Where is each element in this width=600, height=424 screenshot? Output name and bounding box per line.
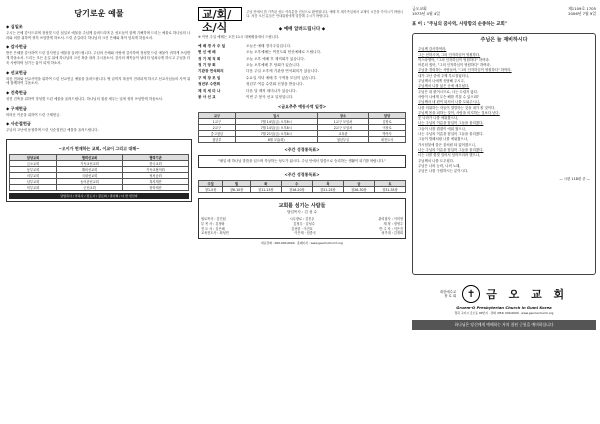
offering-section-text: 복음 전파와 선교사역을 위하여 드린 선교헌금 예물을 올려드립니다. 땅 끝까지 복음이 전파되게 하시고 선교사님들의 사역 위에 함께하여 주옵소서. bbox=[6, 76, 191, 86]
staff-entry: 전 도 사 : 김은혜 bbox=[201, 226, 225, 231]
offering-section-text: 받은 은혜를 감사하여 드린 감사헌금 예물을 올려드립니다. 주님의 은혜와 사랑에 감사하며 정성껏 드린 예물이 귀하게 쓰임받게 하옵소서. 드리는 모든 손길 위에 하나님의 크신 복을 내려 주시옵소서. 감사의 제목들이 날마다 넘쳐나게 하시고 주님을 더욱 사랑하며 섬기는 삶이 되게 하소서. bbox=[6, 51, 191, 65]
scripture-line: 주님은 나의 능력, 나의 노래, bbox=[418, 163, 461, 168]
table-cell: 최전도사 bbox=[369, 137, 406, 143]
issue-number: 제1109호 1705 bbox=[568, 6, 596, 11]
scripture-line: 가시덤불에 붙은 불처럼 타 없어졌으니, bbox=[418, 142, 476, 147]
offering-section-title: ◆ 십일조 bbox=[6, 24, 23, 29]
news-item-text: 청년부 여름 수련회 신청을 받습니다. bbox=[246, 82, 304, 87]
news-item-label: 헌 신 예 배 bbox=[198, 50, 216, 55]
news-subtitle: 주님 안에서 한 가족된 성도 여러분을 진심으로 환영합니다. 예배 후 새가족실에서 교제의 시간을 가지시기 바랍니다. 처음 오신 분들은 안내위원에게 말씀해 주시기 바랍니다. bbox=[246, 10, 404, 18]
schedule-table bbox=[198, 112, 406, 143]
table-header: 주일 bbox=[199, 180, 223, 186]
bottom-banner: 하나님은 당신에게 예배하는 자의 참된 근원을 예비하십니다 bbox=[412, 320, 596, 330]
table-cell: 7월 21일(금) 오후8시 bbox=[235, 131, 317, 137]
news-item-label: 예 배 경 사 주 일 bbox=[198, 43, 226, 48]
scripture-line: 주님께서 내 편이 되셔서 나를 도와주시니, bbox=[418, 100, 481, 105]
offering-section-title: ◆ 선교헌금 bbox=[6, 69, 27, 75]
table-cell: 7월 14일(금) 오후8시 bbox=[235, 125, 317, 131]
scripture-title: 주님은 늘 재비하시다 bbox=[480, 37, 528, 43]
offering-section-title: ◆ 건축헌금 bbox=[6, 89, 27, 95]
staff-entry: 교육전도사 : 최성민 bbox=[201, 231, 229, 236]
offering-column bbox=[6, 6, 192, 202]
news-item-label: 봉 사 선 교 bbox=[198, 94, 216, 99]
table-cell: 창1-5장 bbox=[199, 186, 223, 192]
table-cell: 남부교회 bbox=[10, 179, 57, 185]
table-cell: 기독교선교회 bbox=[57, 161, 123, 167]
table-cell: 북부교회 bbox=[10, 185, 57, 191]
table-header: 화 bbox=[250, 180, 281, 186]
news-item-text: 오늘 오후 예배 후 제직회가 있습니다. bbox=[246, 56, 305, 61]
offering-section-text: 성전 건축을 위하여 정성껏 드린 예물을 올려드립니다. 하나님의 집을 세우는 일에 귀히 쓰임받게 하옵소서. bbox=[6, 96, 164, 101]
offering-section-text: 주님의 고난에 동참하며 드린 사순절헌금 예물을 올려드립니다. bbox=[6, 128, 99, 133]
table-cell: 창11-15장 bbox=[250, 186, 281, 192]
news-item-label: 정 기 제 직 회 bbox=[198, 56, 221, 61]
scripture-line: 주님께서 나를 도우셨다. bbox=[418, 158, 454, 163]
scripture-line: 나를 미워하는 자들이 멸망하는 것을 내가 볼 것이다. bbox=[418, 105, 496, 110]
table-cell: 창16-20장 bbox=[281, 186, 312, 192]
news-list bbox=[198, 43, 406, 101]
news-item-label: 정 기 당 회 bbox=[198, 62, 216, 67]
table-row bbox=[199, 137, 406, 143]
table-cell: 교육관 bbox=[317, 131, 368, 137]
table-cell: 창26-30장 bbox=[343, 186, 374, 192]
staff-entry: 부 목 사 : 김정락 bbox=[201, 221, 225, 226]
table-cell: 농어촌선교회 bbox=[57, 179, 123, 185]
news-item-text: 다음 주일 오후에 기관장 연석회의가 있습니다. bbox=[246, 69, 319, 74]
scripture-line: 나는 주님의 이름을 힘입어 그들을 물리쳤다. bbox=[418, 132, 484, 137]
offering-section-text: 주시는 은혜 감사드리며 정성껏 드린 십일조 예물을 주님께 올려드리며 온 성도들이 함께 기뻐하며 드리는 예물로 하나님의 나라와 의를 위하여 귀히 쓰임받게 하소서. 드린 손길마다 하나님의 크신 은혜와 복이 넘치게 하옵소서. bbox=[6, 31, 191, 40]
staff-entry: 시무장로 : 김진우 bbox=[289, 216, 315, 221]
staff-title: 교회를 섬기는 사람들 bbox=[278, 202, 326, 209]
news-item-text: 다음 달 제직 세미나가 있습니다. bbox=[246, 88, 297, 93]
table-cell: 7월 14일(금) 오후8시 bbox=[235, 119, 317, 125]
offering-section-text: 어려운 이웃을 위하여 드린 구제헌금. bbox=[6, 112, 61, 117]
reading-table bbox=[198, 180, 406, 193]
offering-section-title: ◆ 구제헌금 bbox=[6, 105, 27, 111]
reading-title: <주간 성경통독표> bbox=[284, 171, 320, 177]
table-cell: 2교구 bbox=[199, 125, 236, 131]
table-cell: 장학재단 bbox=[123, 185, 189, 191]
scripture-line: 아론의 집아, "그의 인자하심이 영원하다" 하여라. bbox=[418, 63, 491, 68]
table-cell: 서부교회 bbox=[10, 173, 57, 179]
news-item-label: 제 직 세 미 나 bbox=[198, 88, 221, 93]
staff-entry: 재 정 : 정영주 bbox=[383, 221, 403, 226]
table-header: 담당 bbox=[369, 113, 406, 119]
table-header: 일시 bbox=[235, 113, 317, 119]
cooperation-table bbox=[9, 154, 189, 191]
church-name: 금 오 교 회 bbox=[486, 288, 569, 301]
table-cell: 기독교협의회 bbox=[123, 167, 189, 173]
news-item-label: 기관장 연석회의 bbox=[198, 69, 224, 74]
news-item-text: 오늘 오후예배는 여전도회 헌신예배로 드립니다. bbox=[246, 50, 322, 55]
scripture-line: 주님은 내 편이시므로, 나는 두렵지 않다. bbox=[418, 89, 478, 94]
staff-entry: 김정우 · 김성수 bbox=[293, 221, 315, 226]
table-header: 장소 bbox=[317, 113, 368, 119]
table-header: 목 bbox=[312, 180, 343, 186]
scripture-line: 나는 주님의 이름을 힘입어 그들을 물리쳤다. bbox=[418, 121, 484, 126]
table-cell: 김장로 bbox=[369, 119, 406, 125]
table-cell: 이장로 bbox=[369, 125, 406, 131]
table-row bbox=[199, 186, 406, 192]
church-address: 경북 구미시 금오동 00번지 · 전화 (054) 000-0000 · www.geumochurch.org bbox=[454, 311, 554, 315]
news-item bbox=[198, 94, 406, 100]
staff-box bbox=[198, 198, 406, 239]
table-cell: 창6-10장 bbox=[223, 186, 251, 192]
table-header: 수 bbox=[281, 180, 312, 186]
offering-title: 당기로운 예물 bbox=[74, 9, 124, 18]
table-header: 협력기관 bbox=[123, 155, 189, 161]
staff-grid bbox=[201, 217, 403, 236]
scripture-line: 이스라엘아, "그의 인자하심이 영원하다" 하여라. bbox=[418, 57, 490, 62]
scripture-line: 그들이 벌떼처럼 나를 에워쌌으나, bbox=[418, 137, 469, 142]
news-title: 교/회/소/식 bbox=[198, 7, 242, 21]
scripture-line: 주님께 몸을 피하는 것이, 사람을 의지하는 것보다 낫다. bbox=[418, 110, 500, 115]
table-cell: 창21-25장 bbox=[312, 186, 343, 192]
issue-date: 2006년 7월 9일 bbox=[568, 11, 596, 16]
offering-section-title: ◆ 감사헌금 bbox=[6, 44, 27, 50]
church-label: 금오교회 bbox=[412, 6, 427, 11]
table-cell: 한국교회 bbox=[123, 161, 189, 167]
table-cell: 1교구 bbox=[199, 119, 236, 125]
news-item-text: 수요일 저녁 예배 후 구역장 모임이 있습니다. bbox=[246, 75, 317, 80]
news-item-text: 오늘 오후예배 후 당회가 있습니다. bbox=[246, 62, 301, 67]
staff-senior: 담임목사 : 김 성 수 bbox=[286, 209, 318, 214]
cooperation-title: ~오이가 헌재하는 교회, 이교이 그리고 대해~ bbox=[58, 146, 140, 152]
table-cell: 창31-35장 bbox=[374, 186, 405, 192]
staff-row bbox=[201, 231, 403, 236]
table-cell: 박목사 bbox=[369, 131, 406, 137]
cover-header bbox=[412, 6, 596, 16]
table-cell: 1교구 모임처 bbox=[317, 119, 368, 125]
scripture-line: 너는 나를 힘껏 밀어서 넘어뜨리려 했으나, bbox=[418, 153, 481, 158]
news-item-text: 오늘은 예배 경사주일입니다. bbox=[246, 43, 292, 48]
scripture-line: 나는 주님의 이름을 힘입어 그들을 물리쳤다. bbox=[418, 147, 484, 152]
worship-notice-line: ※ 이번 주일 예배는 오전 11시 대예배실에서 드립니다. bbox=[198, 35, 280, 39]
church-signature bbox=[412, 285, 596, 303]
scripture-line: 내가 고난 중에 주께 부르짖었더니, bbox=[418, 73, 470, 78]
notice-title: <주간 성경통독표> bbox=[284, 147, 320, 153]
table-cell: 해외선교회 bbox=[57, 167, 123, 173]
table-cell: 2교구 모임처 bbox=[317, 125, 368, 131]
scripture-line: 그는 선하시며, 그의 인자하심이 영원하다. bbox=[418, 52, 481, 57]
table-cell: 국내선교회 bbox=[57, 173, 123, 179]
table-header: 협력선교회 bbox=[57, 155, 123, 161]
cover-column bbox=[412, 6, 596, 330]
offering-section-title: ◆ 사순절헌금 bbox=[6, 121, 31, 127]
worship-notice-title: ◆ 예배 알려드립니다 ◆ bbox=[278, 27, 326, 32]
table-cell: 청년부 bbox=[199, 137, 236, 143]
contact-line: 대표전화 : 000-000-0000 · 홈페이지 : www.geumochurch.org bbox=[261, 241, 343, 246]
table-cell: 8월 1일(화) bbox=[235, 137, 317, 143]
notice-box: "매일 매 하나님 말씀을 읽으며 묵상하는 성도가 됩시다. 주님 안에서 말씀으로 승리하는 생활이 되기를 바랍니다." bbox=[198, 155, 406, 168]
founded-date: 1973년 4월 4일 bbox=[412, 11, 440, 16]
denomination bbox=[440, 290, 456, 298]
table-header: 토 bbox=[374, 180, 405, 186]
table-header: 담당교회 bbox=[10, 155, 57, 161]
staff-entry: 원로목사 : 김인섭 bbox=[201, 216, 226, 221]
table-cell: 동부교회 bbox=[10, 167, 57, 173]
scripture-line: 뭇 나라가 나를 에워쌌으나, bbox=[418, 116, 459, 121]
scripture-source: — 시편 118편 중 — bbox=[559, 177, 590, 182]
staff-entry: 반 주 자 : 이은진 bbox=[379, 226, 403, 231]
scripture-line: 주님께서 나를 넓은 곳에 세우셨다. bbox=[418, 84, 470, 89]
table-header: 월 bbox=[223, 180, 251, 186]
schedule-title: <금요추추 예동사역 일정> bbox=[277, 104, 327, 110]
offering-sections bbox=[6, 24, 192, 133]
scripture-line: 주님은 나를 구원하시는 분이시다. bbox=[418, 169, 469, 174]
cooperation-footer: 담임목사 / 부목사 / 전도사 / 장로회 / 권사회 / 다 한 헌신자 bbox=[9, 193, 189, 199]
table-row bbox=[10, 185, 189, 191]
table-header: 교구 bbox=[199, 113, 236, 119]
scripture-line: 주님께 감사하여라. bbox=[418, 47, 447, 52]
table-cell: 복지재단 bbox=[123, 179, 189, 185]
scripture-line: 주님을 경외하는 사람들아, "그의 인자하심이 영원하다" 하여라. bbox=[418, 68, 512, 73]
table-cell: 성서공회 bbox=[123, 173, 189, 179]
denomination-line-2: 장 로 회 bbox=[444, 294, 457, 298]
church-seal-icon: ✝ bbox=[462, 285, 480, 303]
scripture-line: 그들이 나를 겹겹이 에워 쌌으나, bbox=[418, 126, 466, 131]
news-column bbox=[198, 6, 406, 245]
scripture-line: 주님께서 나에게 응답해 주시고, bbox=[418, 79, 465, 84]
news-item-label: 청년부 수련회 bbox=[198, 82, 221, 87]
staff-entry: 관리집사 : 이미영 bbox=[378, 216, 403, 221]
staff-entry: 이은재 · 임종국 bbox=[294, 231, 316, 236]
table-cell: 금오교회 bbox=[10, 161, 57, 167]
staff-entry: 성가대 : 김정희 bbox=[381, 231, 403, 236]
scripture-lines bbox=[418, 47, 590, 174]
table-cell: 중고청년 bbox=[199, 131, 236, 137]
table-header: 금 bbox=[343, 180, 374, 186]
news-item-text: 이번 주 봉사 선교 일정입니다. bbox=[246, 94, 294, 99]
scripture-line: 사람이 나에게 무슨 해를 끼칠 수 있으랴? bbox=[418, 94, 479, 99]
scripture-box bbox=[412, 33, 596, 275]
cooperation-box bbox=[6, 139, 192, 202]
news-item-label: 구 역 장 모 임 bbox=[198, 75, 221, 80]
table-cell: 군선교회 bbox=[57, 185, 123, 191]
denomination-line-1: 대한예수교 bbox=[439, 290, 457, 294]
table-cell: 청년부실 bbox=[317, 137, 368, 143]
staff-entry: 김선한 · 이진호 bbox=[291, 226, 313, 231]
church-english-name: Gruem-O Presbyterian Church in Gumi Korea bbox=[456, 305, 552, 310]
motto: 표 어 : "주님의 꿈사역, 사랑함의 순종하는 교회" bbox=[412, 22, 508, 27]
